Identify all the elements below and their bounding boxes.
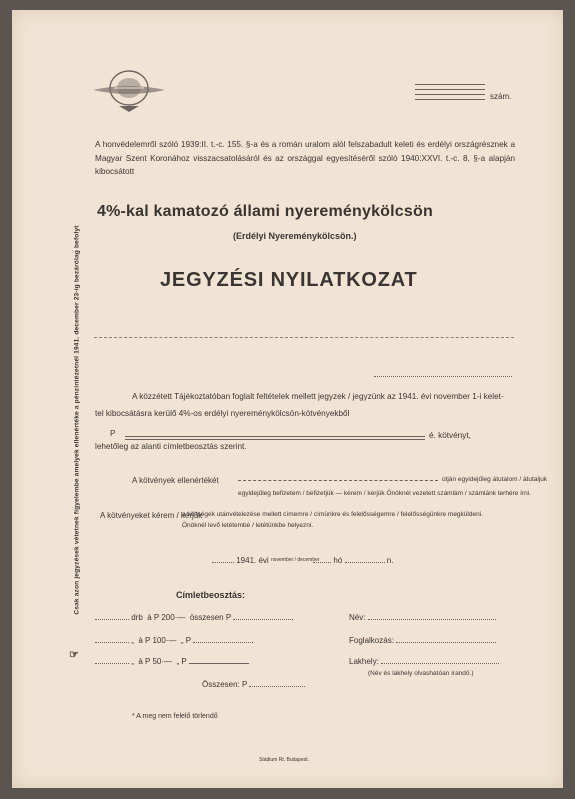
denom-label: à P 50·—: [138, 657, 173, 666]
date-day-field[interactable]: [313, 562, 331, 563]
amount-field-2: [125, 439, 425, 440]
count-label: drb: [131, 613, 143, 622]
denomination-row-3: [95, 657, 249, 667]
emblem-logo: [89, 68, 169, 114]
residence-row: [349, 657, 499, 667]
document-heading: JEGYZÉSI NYILATKOZAT: [160, 269, 418, 291]
occupation-field[interactable]: [396, 642, 496, 643]
number-label: szám.: [490, 92, 512, 101]
sum-field-100[interactable]: [193, 642, 253, 643]
count-field-100[interactable]: [95, 642, 129, 643]
date-place-field[interactable]: [212, 562, 234, 563]
total-row: [202, 680, 305, 690]
subscription-line-1: A közzétett Tájékoztatóban foglalt feltételek mellett jegyzek / jegyzünk az 1941. évi november 1-i kelet-: [132, 392, 504, 401]
arrow-icon: ☞: [69, 649, 79, 661]
count-label: „: [131, 657, 134, 666]
date-extra-field[interactable]: [345, 562, 385, 563]
signature-line[interactable]: [374, 376, 512, 377]
divider: [94, 337, 514, 338]
sum-field-200[interactable]: [233, 619, 293, 620]
denomination-title: Címletbeosztás:: [176, 590, 246, 600]
date-prefix: 1941. évi: [236, 556, 269, 565]
count-field-50[interactable]: [95, 663, 129, 664]
delivery-line-1: A kötvényeket kérem / kérjük: [100, 511, 203, 520]
denomination-row-2: [95, 636, 253, 646]
total-label: Összesen: P: [202, 680, 248, 689]
name-label: Név:: [349, 613, 366, 622]
intro-paragraph: A honvédelemről szóló 1939:II. t.-c. 155. §-a és a román uralom alól felszabadult keleti és erdélyi országrésznek a Magyar Szent Koronához visszacsatolásáról és az országgal egyesítéséről szóló 1940:XXVI. t.-c. 8. §-a alapján kibocsátott: [95, 140, 515, 176]
bond-suffix: é. kötvényt,: [429, 431, 471, 440]
delivery-line-2: Önöknél levő letétembe / letétünkbe helyezni.: [182, 522, 314, 529]
sum-label: összesen P: [189, 613, 232, 622]
residence-label: Lakhely:: [349, 657, 379, 666]
document-sheet: [12, 10, 563, 788]
occupation-label: Foglalkozás:: [349, 636, 394, 645]
printer-mark: Stádium Rt. Budapest.: [259, 757, 310, 763]
side-notice-text: Csak azon jegyzések vétetnek figyelembe amelyek ellenértéke a pénzintézetnél 1941. december 23-ig bezárólag befolyt: [73, 225, 81, 615]
date-suffix: n.: [386, 556, 394, 565]
subscription-line-3: lehetőleg az alanti címletbeosztás szerint.: [95, 442, 247, 451]
sum-field-50[interactable]: [189, 663, 249, 664]
sum-label: „ P: [180, 636, 191, 645]
count-label: „: [131, 636, 134, 645]
count-field-200[interactable]: [95, 619, 129, 620]
name-row: [349, 613, 496, 623]
name-field[interactable]: [368, 619, 496, 620]
name-note: (Név és lakhely olvashatóan írandó.): [368, 670, 474, 677]
residence-field[interactable]: [381, 663, 499, 664]
subscription-line-2: tel kibocsátásra kerülő 4%-os erdélyi nyereménykölcsön-kötvényekből: [95, 409, 350, 418]
denom-label: à P 200·—: [147, 613, 186, 622]
delivery-line-1b: a költségek utánvételezése mellett címemre / címünkre és felelősségemre / felelősségünkre megküldeni.: [182, 511, 483, 518]
denom-label: à P 100·—: [138, 636, 177, 645]
denomination-row-1: [95, 613, 293, 623]
document-title: 4%-kal kamatozó állami nyereménykölcsön: [97, 203, 433, 220]
payment-via-field[interactable]: [238, 480, 438, 481]
amount-field[interactable]: [125, 436, 425, 437]
total-field[interactable]: [249, 686, 305, 687]
sum-label: „ P: [176, 657, 187, 666]
payment-line-1: A kötvények ellenértékét: [132, 476, 219, 485]
side-notice: [66, 185, 88, 655]
p-label: P: [110, 429, 116, 438]
occupation-row: [349, 636, 496, 646]
date-line: [212, 556, 393, 566]
footnote: * A meg nem felelő törlendő: [132, 713, 218, 720]
number-field-lines: [415, 84, 485, 104]
date-month: november / december: [270, 557, 320, 564]
payment-line-1b: útján egyidejűleg átutalom / átutaljuk: [442, 476, 548, 483]
payment-line-2: egyidejűleg befizetem / befizetjük — kérem / kérjük Önöknél vezetett számlám / számlánk terhére írni.: [238, 490, 531, 497]
date-day: hó: [333, 556, 343, 565]
document-subtitle: (Erdélyi Nyereménykölcsön.): [233, 231, 357, 241]
